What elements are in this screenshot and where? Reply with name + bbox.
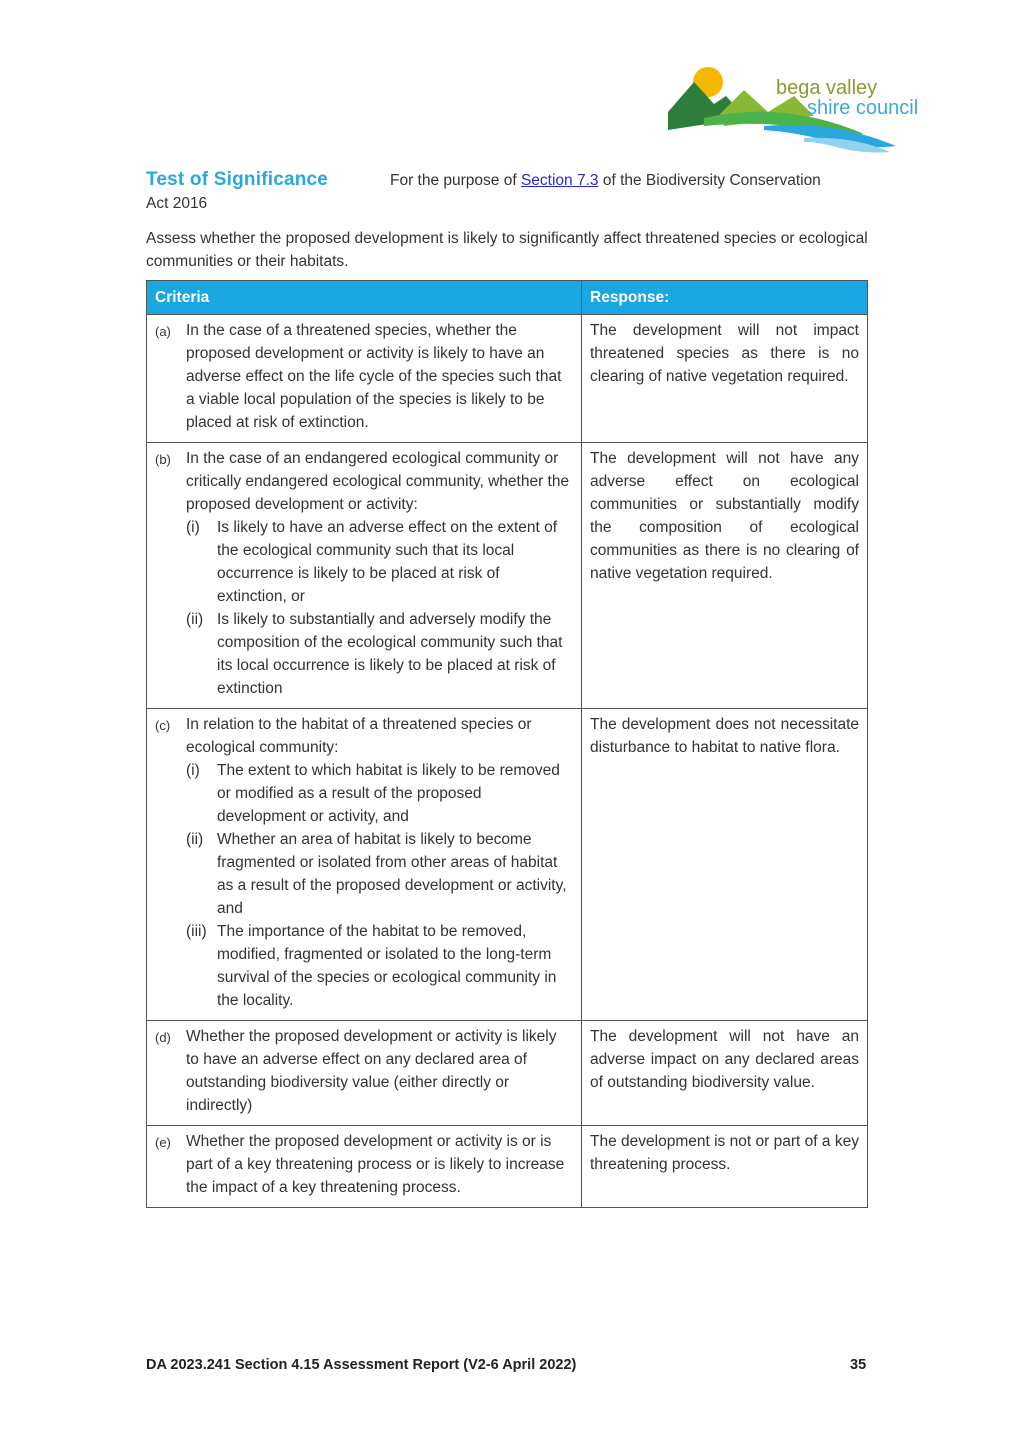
table-row — [147, 315, 868, 443]
page-number: 35 — [850, 1357, 867, 1373]
sub-text: The extent to which habitat is likely to be removed or modified as a result of the proposed development or activity, and — [217, 762, 560, 825]
table-row — [147, 709, 868, 1021]
purpose-suffix: of the Biodiversity Conservation — [598, 172, 821, 189]
assess-paragraph: Assess whether the proposed development is likely to significantly affect threatened species or ecological communities or their habitats. — [146, 230, 868, 270]
criteria-cell — [147, 1021, 582, 1126]
sub-criterion — [186, 828, 573, 920]
sub-label: (i) — [186, 519, 200, 536]
criteria-text: In the case of a threatened species, whether the proposed development or activity is likely to have an adverse effect on the life cycle of the species such that a viable local population of the species is likely to be placed at risk of extinction. — [186, 322, 562, 431]
table-row — [147, 443, 868, 709]
criteria-text: In relation to the habitat of a threatened species or ecological community: — [186, 716, 532, 756]
criteria-label: (c) — [155, 718, 171, 733]
response-cell: The development is not or part of a key threatening process. — [582, 1126, 868, 1208]
criteria-label: (d) — [155, 1030, 171, 1045]
criteria-label: (e) — [155, 1135, 171, 1150]
response-cell: The development will not have any adverse effect on ecological communities or substantially modify the composition of ecological communities as there is no clearing of native vegetation required. — [582, 443, 868, 709]
criteria-label: (a) — [155, 324, 171, 339]
criteria-label: (b) — [155, 452, 171, 467]
table-header-row — [147, 281, 868, 315]
sub-text: Whether an area of habitat is likely to become fragmented or isolated from other areas of habitat as a result of the proposed development or activity, and — [217, 831, 567, 917]
purpose-prefix: For the purpose of — [390, 172, 521, 189]
criteria-cell — [147, 443, 582, 709]
sub-text: Is likely to substantially and adversely modify the composition of the ecological community such that its local occurrence is likely to be placed at risk of extinction — [217, 611, 563, 697]
response-column-header: Response: — [582, 281, 868, 315]
sub-text: The importance of the habitat to be removed, modified, fragmented or isolated to the long-term survival of the species or ecological community in the locality. — [217, 923, 557, 1009]
criteria-column-header: Criteria — [147, 281, 582, 315]
criteria-cell — [147, 709, 582, 1021]
logo-text-line2: shire council — [807, 97, 919, 119]
sub-criterion — [186, 608, 573, 700]
sub-label: (ii) — [186, 831, 204, 848]
page-title: Test of Significance — [146, 169, 329, 190]
table-row — [147, 1126, 868, 1208]
sub-label: (iii) — [186, 923, 207, 940]
purpose-statement — [390, 172, 821, 190]
sub-label: (ii) — [186, 611, 204, 628]
criteria-text: Whether the proposed development or activity is or is part of a key threatening process or is likely to increase the impact of a key threatening process. — [186, 1133, 565, 1196]
sub-text: Is likely to have an adverse effect on the extent of the ecological community such that its local occurrence is likely to be placed at risk of extinction, or — [217, 519, 558, 605]
sub-criterion — [186, 759, 573, 828]
criteria-table — [146, 280, 868, 1208]
sub-criterion — [186, 920, 573, 1012]
footer-report-title: DA 2023.241 Section 4.15 Assessment Report (V2-6 April 2022) — [146, 1357, 577, 1373]
section-link[interactable]: Section 7.3 — [520, 172, 599, 189]
criteria-cell — [147, 315, 582, 443]
sub-label: (i) — [186, 762, 200, 779]
response-cell: The development will not have an adverse impact on any declared areas of outstanding biodiversity value. — [582, 1021, 868, 1126]
purpose-act: Act 2016 — [146, 195, 208, 212]
logo-text-line1: bega valley — [776, 77, 878, 99]
response-cell: The development will not impact threatened species as there is no clearing of native vegetation required. — [582, 315, 868, 443]
sub-criterion — [186, 516, 573, 608]
response-cell: The development does not necessitate disturbance to habitat to native flora. — [582, 709, 868, 1021]
table-row — [147, 1021, 868, 1126]
criteria-text: In the case of an endangered ecological community or critically endangered ecological community, whether the proposed development or activity: — [186, 450, 570, 513]
council-logo — [664, 60, 944, 160]
criteria-text: Whether the proposed development or activity is likely to have an adverse effect on any declared area of outstanding biodiversity value (either directly or indirectly) — [186, 1028, 557, 1114]
criteria-cell — [147, 1126, 582, 1208]
